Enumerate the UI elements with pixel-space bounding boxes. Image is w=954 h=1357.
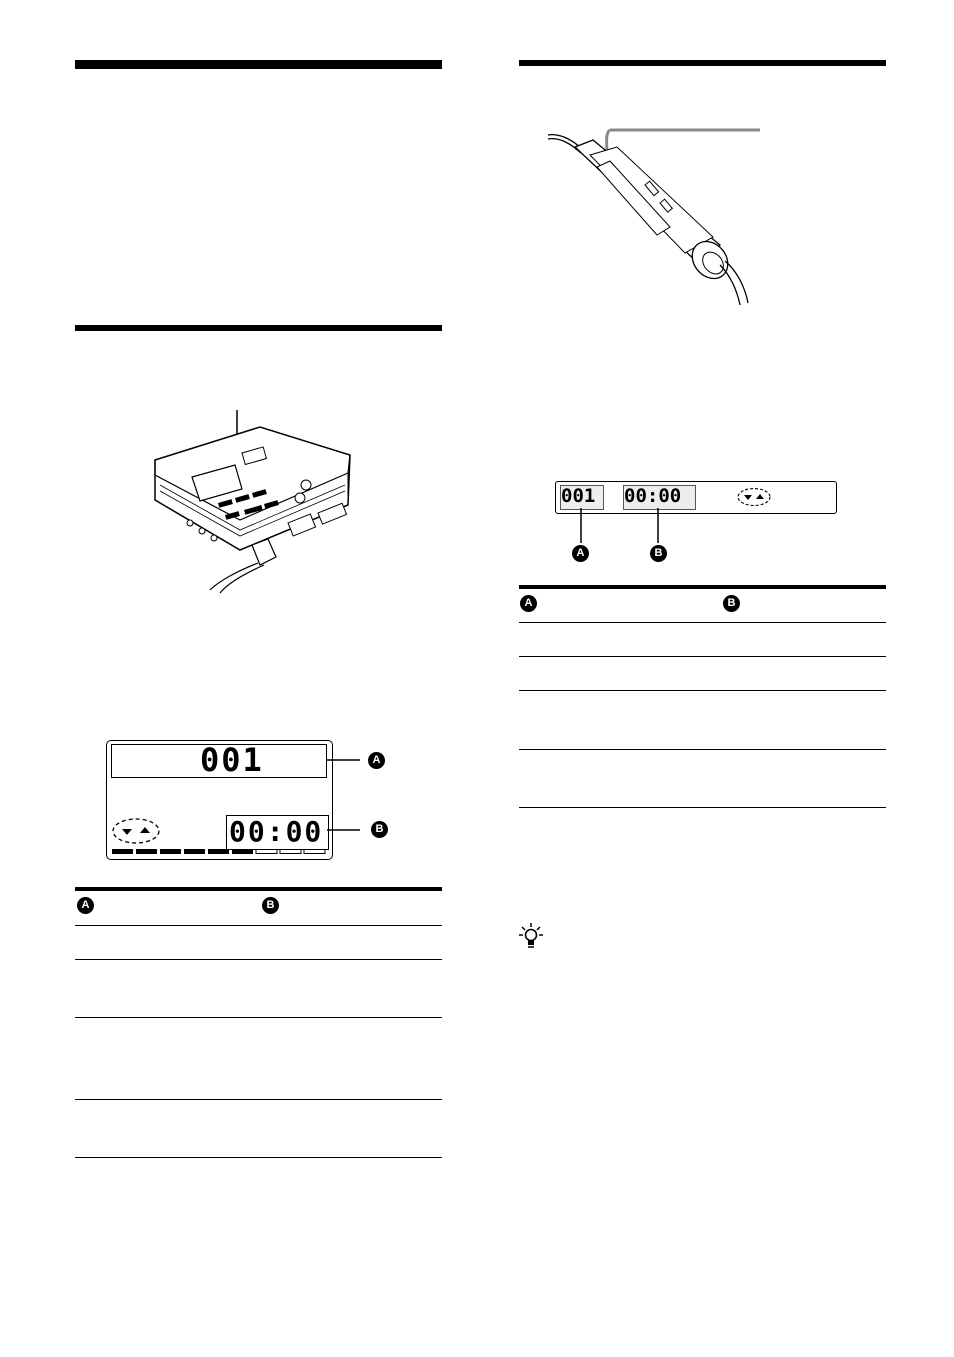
left-section-rule-2 [75,325,442,331]
md-player-illustration [140,405,370,595]
right-table-row-divider [519,690,886,691]
disc-icon [112,818,160,844]
lightbulb-icon [519,923,543,949]
device-track-number: 001 [200,741,264,779]
left-table-row-divider [75,925,442,926]
left-section-rule-1 [75,60,442,69]
left-table-header-b: B [262,897,279,914]
left-table-bottom-rule [75,1157,442,1158]
right-table-bottom-rule [519,807,886,808]
device-time-readout: 00:00 [229,815,324,848]
right-section-rule [519,60,886,66]
marker-b-device: B [371,821,388,838]
marker-a-device: A [368,752,385,769]
right-table-row-divider [519,656,886,657]
right-table-top-rule [519,585,886,589]
remote-time-readout: 00:00 [624,485,682,507]
left-table-header-a: A [77,897,94,914]
remote-track-number: 001 [561,485,596,507]
left-table-row-divider [75,959,442,960]
remote-control-illustration [545,125,765,315]
right-table-header-a: A [520,595,537,612]
left-table-top-rule [75,887,442,891]
right-table-row-divider [519,749,886,750]
callout-lines-remote [575,508,665,548]
left-table-row-divider [75,1099,442,1100]
right-table-row-divider [519,622,886,623]
right-table-header-b: B [723,595,740,612]
marker-a-remote: A [572,545,589,562]
left-table-row-divider [75,1017,442,1018]
level-meter [112,849,326,855]
marker-b-remote: B [650,545,667,562]
callout-lines-device [325,755,375,835]
remote-disc-icon [737,487,771,507]
